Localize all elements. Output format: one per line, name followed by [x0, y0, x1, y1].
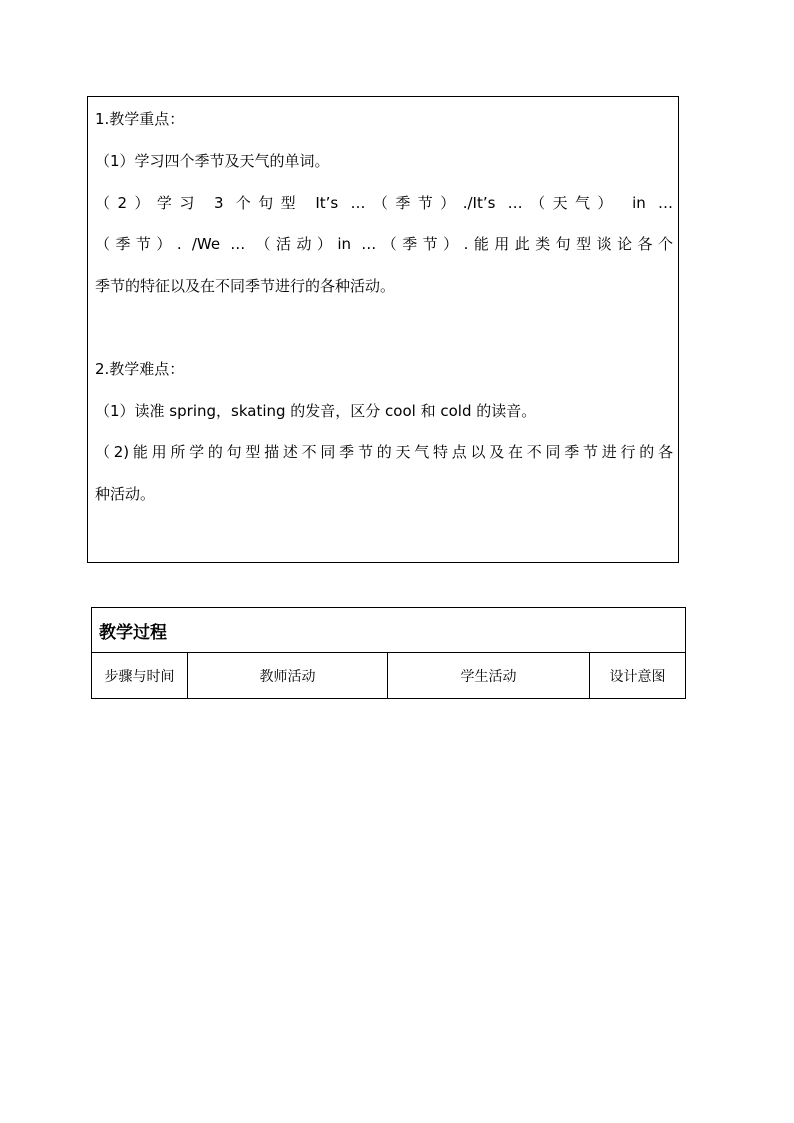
- key-point-2-line-3: 季节的特征以及在不同季节进行的各种活动。: [95, 277, 396, 295]
- column-header-student-activity: 学生活动: [388, 653, 590, 699]
- column-header-teacher-activity: 教师活动: [188, 653, 388, 699]
- column-header-design-intent: 设计意图: [590, 653, 686, 699]
- difficulty-1: （1）读准 spring，skating 的发音，区分 cool 和 cold 的读音。: [95, 402, 537, 420]
- teaching-process-table: [91, 607, 686, 699]
- difficulty-2-line-2: 种活动。: [95, 485, 156, 503]
- column-header-steps-time: 步骤与时间: [92, 653, 188, 699]
- difficulties-title: 2.教学难点：: [95, 360, 185, 378]
- table-header-row: [92, 653, 686, 699]
- key-point-1: （1）学习四个季节及天气的单词。: [95, 152, 330, 170]
- table-title-row: [92, 608, 686, 653]
- key-point-2-line-2: （季节）. /We … （活动）in …（季节）.能用此类句型谈论各个: [95, 235, 673, 253]
- objectives-box: [87, 96, 679, 563]
- table-title: 教学过程: [92, 608, 686, 653]
- key-point-2-line-1: （2）学习 3 个句型 It’s …（季节）./It’s …（天气） in …: [95, 194, 673, 212]
- key-points-title: 1.教学重点：: [95, 110, 185, 128]
- difficulty-2-line-1: （2)能用所学的句型描述不同季节的天气特点以及在不同季节进行的各: [95, 443, 673, 461]
